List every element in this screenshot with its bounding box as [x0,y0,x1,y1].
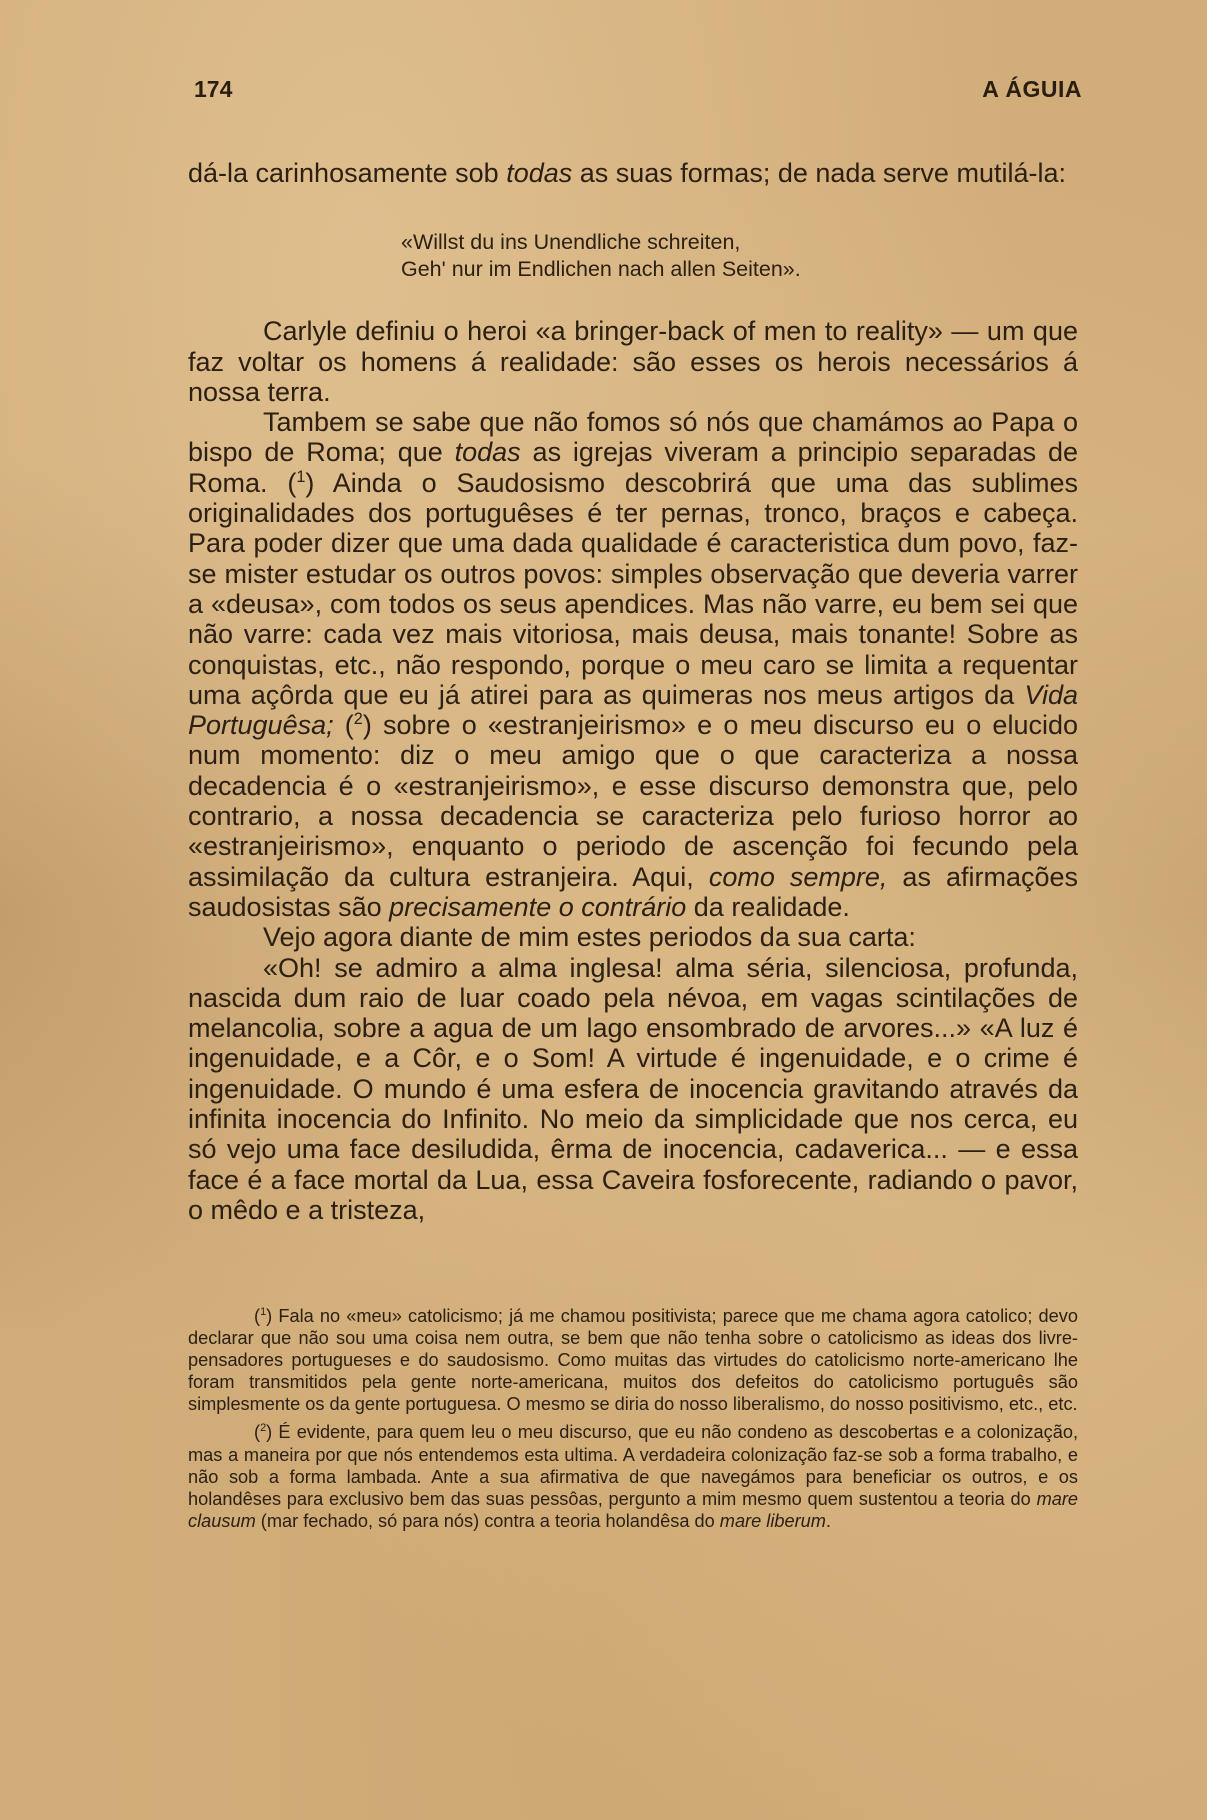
text-run: dá-la carinhosamente sob [188,158,507,188]
text-run: as afirmações saudosistas são [188,861,1078,922]
text-run: . [825,1510,831,1531]
german-quote [188,229,1078,283]
text-run: É evidente, para quem leu o meu discurso, que eu não condeno as descobertas e a colonização, mas a maneira por que nós entendemos esta ultima. A verdadeira colonização faz-se sob a forma trabalho, e não sob a forma lambada. Ante a sua afirmativa de que navegámos para beneficiar os outros, e os holandêses para exclusivo bem das suas pessôas, pergunto a mim mesmo quem sustentou a teoria do [188,1422,1078,1509]
quote-line-2: Geh' nur im Endlichen nach allen Seiten». [401,257,801,282]
text-run: as suas formas; de nada serve mutilá-la: [572,158,1066,188]
footnote-number: 1 [260,1305,267,1318]
footnote-1 [188,1305,1078,1415]
italic-run: precisamente o contrário [389,891,687,922]
paragraph-tambem [188,407,1078,922]
italic-run: mare liberum [719,1510,826,1531]
italic-run: todas [454,437,521,468]
italic-run: todas [506,158,573,188]
text-run: ( [254,1306,261,1326]
text-run: Tambem se sabe que não fomos só nós que chamámos ao Papa o bispo de Roma; que [188,407,1078,468]
text-run: ) [266,1306,273,1326]
paragraph-vejo: Vejo agora diante de mim estes periodos da sua carta: [263,922,916,953]
italic-run: como sempre, [708,861,888,892]
journal-title: A ÁGUIA [982,76,1082,102]
footnote-ref-1: 1 [296,467,306,486]
text-run: da realidade. [686,891,850,922]
quote-line-1: «Willst du ins Unendliche schreiten, [401,230,741,255]
footnote-2 [188,1421,1078,1531]
paragraph-opening [188,158,1078,188]
italic-run: mare clausum [188,1488,1078,1531]
text-run: as igrejas viveram a principio separadas de Roma. ( [188,437,1078,498]
paragraph-letter-quote: «Oh! se admiro a alma inglesa! alma séria, silenciosa, profunda, nascida dum raio de luar coado pela névoa, em vagas scintilações de melancolia, sobre a agua de um lago ensombrado de arvores...» «A luz é ingenuidade, e a Côr, e o Som! A virtude é ingenuidade, e o crime é ingenuidade. O mundo é uma esfera de inocencia gravitando através da infinita inocencia do Infinito. No meio da simplicidade que nos cerca, eu só vejo uma face desiludida, êrma de inocencia, cadaverica... — e essa face é a face mortal da Lua, essa Caveira fosforecente, radiando o pavor, o mêdo e a tristeza, [188,952,1078,1225]
page-number: 174 [194,76,233,102]
text-run: Fala no «meu» catolicismo; já me chamou positivista; parece que me chama agora catolico; devo declarar que não sou uma coisa nem outra, se bem que não tenha sobre o catolicismo as ideas dos livre-pensadores portugueses e do saudosismo. Como muitas das virtudes do catolicismo norte-americano lhe foram transmitidos pela gente norte-americana, muitos dos defeitos do catolicismo português são simplesmente os da gente portuguesa. O mesmo se diria do nosso liberalismo, do nosso positivismo, etc., etc. [188,1306,1078,1415]
text-run: ) [266,1422,273,1443]
main-text [188,158,1078,1225]
running-head [194,76,1082,110]
footnotes [188,1305,1078,1538]
text-run: (mar fechado, só para nós) contra a teoria holandêsa do [255,1510,720,1531]
paragraph-carlyle: Carlyle definiu o heroi «a bringer-back of men to reality» — um que faz voltar os homens á realidade: são esses os herois necessários á nossa terra. [188,316,1078,407]
text-run: ) sobre o «estranjeirismo» e o meu discurso eu o elucido num momento: diz o meu amigo que o que caracteriza a nossa decadencia é o «estranjeirismo», e esse discurso demonstra que, pelo contrario, a nossa decadencia se caracteriza pelo furioso horror ao «estranjeirismo», enquanto o periodo de ascenção foi fecundo pela assimilação da cultura estranjeira. Aqui, [188,710,1078,892]
italic-run: Vida Portuguêsa; [188,679,1078,741]
text-run: ( [333,710,354,741]
footnote-number: 2 [260,1422,267,1435]
text-run: ( [254,1422,261,1443]
footnote-ref-2: 2 [353,710,363,729]
text-run: ) Ainda o Saudosismo descobrirá que uma das sublimes originalidades dos portuguêses é ter pernas, tronco, braços e cabeça. Para poder dizer que uma dada qualidade é caracteristica dum povo, faz-se mister estudar os outros povos: simples observação que deveria varrer a «deusa», com todos os seus apendices. Mas não varre, eu bem sei que não varre: cada vez mais vitoriosa, mais deusa, mais tonante! Sobre as conquistas, etc., não respondo, porque o meu caro se limita a requentar uma açôrda que eu já atirei para as quimeras nos meus artigos da [188,467,1078,710]
